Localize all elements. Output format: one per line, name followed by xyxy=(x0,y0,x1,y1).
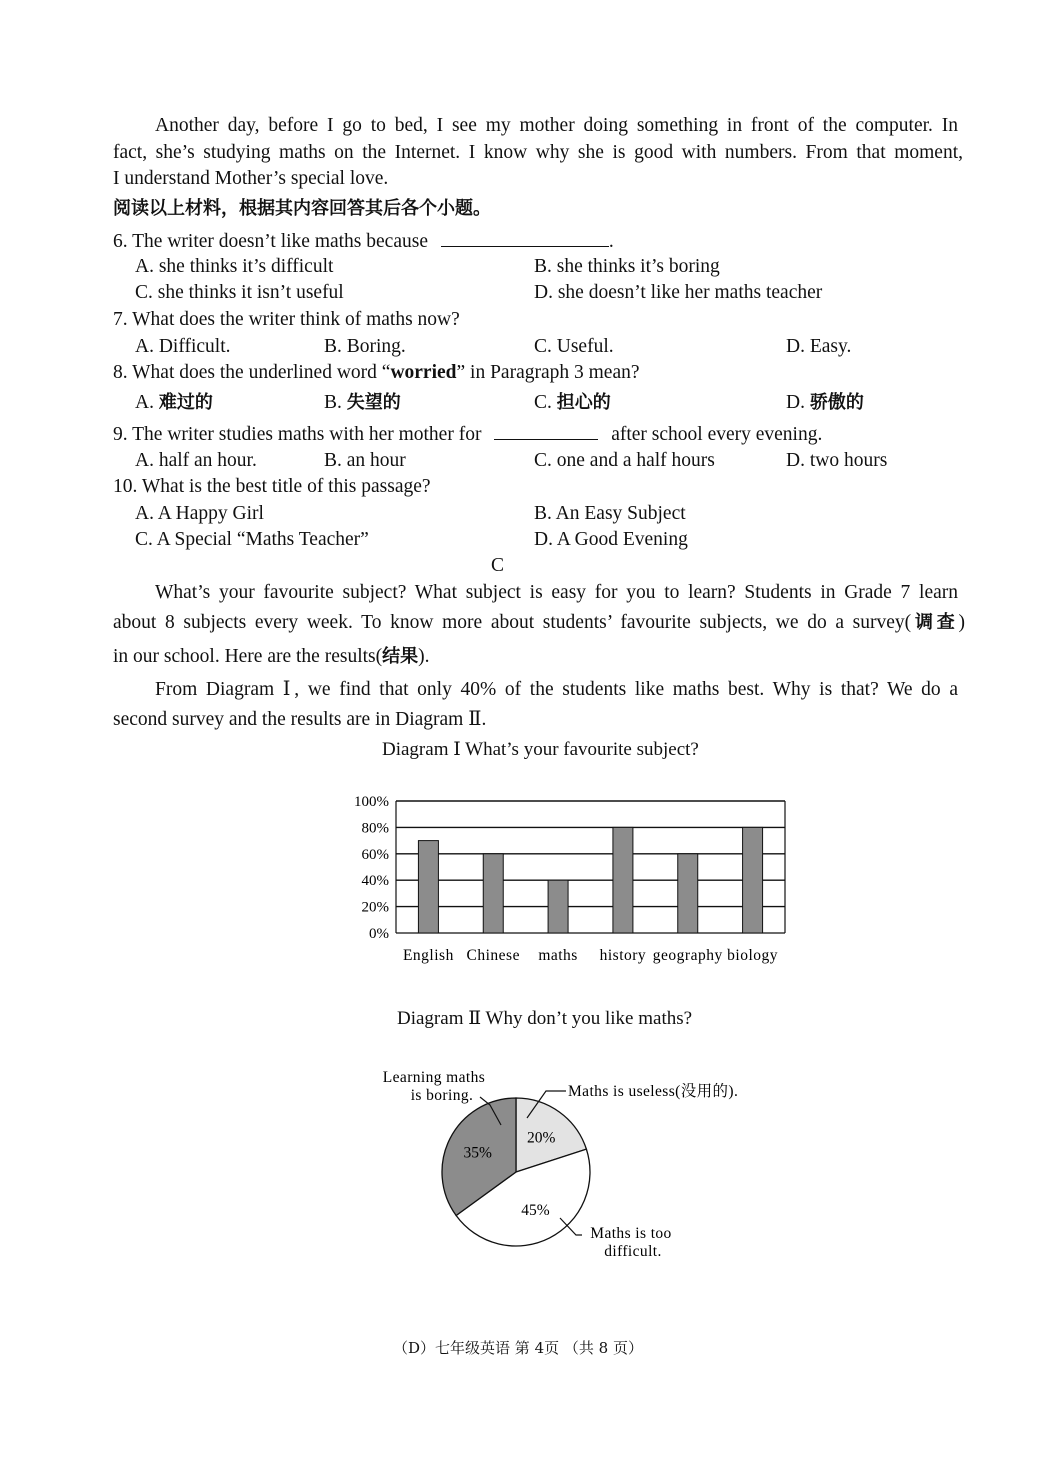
question-8-text-b: ” in Paragraph 3 mean? xyxy=(456,362,640,383)
option-9a: A. half an hour. xyxy=(135,450,257,471)
passage-line-3: I understand Mother’s special love. xyxy=(113,168,389,189)
question-7-stem: 7. What does the writer think of maths now? xyxy=(113,309,460,330)
y-tick-label: 20% xyxy=(361,899,389,916)
option-7b: B. Boring. xyxy=(324,336,406,357)
section-heading: C xyxy=(491,555,505,576)
bar xyxy=(548,880,568,933)
bar xyxy=(483,854,503,933)
y-tick-label: 40% xyxy=(361,873,389,890)
answer-blank xyxy=(494,421,598,440)
section-c-line-2 xyxy=(113,610,965,636)
option-6a: A. she thinks it’s difficult xyxy=(135,256,334,277)
y-tick-label: 0% xyxy=(369,926,389,942)
passage-line-1: Another day, before I go to bed, I see my mother doing something in front of the computer. In xyxy=(155,115,958,136)
option-text: 担心的 xyxy=(556,392,611,413)
option-8c xyxy=(534,390,611,416)
question-9-text-b: after school every evening. xyxy=(611,424,823,445)
x-tick-label: Chinese xyxy=(466,947,520,964)
question-9-stem xyxy=(113,421,822,448)
option-text: 难过的 xyxy=(158,392,213,413)
question-6-end: . xyxy=(608,231,614,252)
option-7c: C. Useful. xyxy=(534,336,614,357)
question-6-text: 6. The writer doesn’t like maths because xyxy=(113,231,428,252)
passage-line-2: fact, she’s studying maths on the Internet. I know why she is good with numbers. From that moment, xyxy=(113,142,963,163)
slice-label: Maths is too xyxy=(590,1225,672,1242)
option-10c: C. A Special “Maths Teacher” xyxy=(135,529,369,550)
y-tick-label: 100% xyxy=(354,794,389,810)
x-tick-label: maths xyxy=(538,947,578,964)
pie-chart-title: Diagram Ⅱ Why don’t you like maths? xyxy=(397,1008,693,1029)
bar-chart-title: Diagram Ⅰ What’s your favourite subject? xyxy=(382,739,699,760)
page-footer: （D）七年级英语 第 4页 （共 8 页） xyxy=(393,1339,643,1357)
x-tick-label: geography xyxy=(652,947,723,964)
section-c-line-5: second survey and the results are in Diagram Ⅱ. xyxy=(113,709,487,730)
section-c-line-4: From Diagram Ⅰ, we find that only 40% of the students like maths best. Why is that? We do a xyxy=(155,679,958,700)
section-c-line-1: What’s your favourite subject? What subject is easy for you to learn? Students in Grade 7 learn xyxy=(155,582,958,603)
bar xyxy=(678,854,698,933)
option-10b: B. An Easy Subject xyxy=(534,503,686,524)
option-6d: D. she doesn’t like her maths teacher xyxy=(534,282,823,303)
section-c-cn-word: 调查 xyxy=(911,612,959,633)
option-6b: B. she thinks it’s boring xyxy=(534,256,720,277)
slice-label: Learning maths xyxy=(382,1069,486,1086)
section-c-text: ). xyxy=(418,646,430,667)
bar-chart xyxy=(340,780,800,980)
option-10a: A. A Happy Girl xyxy=(135,503,264,524)
option-10d: D. A Good Evening xyxy=(534,529,688,550)
option-text: 失望的 xyxy=(346,392,401,413)
x-tick-label: English xyxy=(402,947,454,964)
bar xyxy=(743,827,763,933)
pie-chart xyxy=(350,1060,790,1270)
option-letter: B. xyxy=(324,392,342,413)
question-8-text-a: 8. What does the underlined word “ xyxy=(113,362,391,383)
section-c-cn-word: 结果 xyxy=(382,646,419,667)
question-6-stem xyxy=(113,228,614,255)
option-letter: C. xyxy=(534,392,552,413)
bar xyxy=(613,827,633,933)
y-tick-label: 80% xyxy=(361,820,389,837)
answer-blank xyxy=(441,228,609,247)
instruction: 阅读以上材料，根据其内容回答其后各个小题。 xyxy=(113,198,491,219)
section-c-line-3 xyxy=(113,644,430,670)
slice-percent: 45% xyxy=(521,1202,550,1220)
section-c-text: in our school. Here are the results( xyxy=(113,646,383,667)
slice-label: difficult. xyxy=(604,1243,662,1260)
slice-percent: 20% xyxy=(527,1129,556,1147)
option-8b xyxy=(324,390,401,416)
option-9c: C. one and a half hours xyxy=(534,450,715,471)
section-c-text: about 8 subjects every week. To know more about students’ favourite subjects, we do a survey( xyxy=(113,612,912,633)
bar xyxy=(418,841,438,933)
option-letter: D. xyxy=(786,392,805,413)
option-text: 骄傲的 xyxy=(809,392,864,413)
option-8d xyxy=(786,390,864,416)
option-letter: A. xyxy=(135,392,154,413)
slice-percent: 35% xyxy=(463,1144,492,1162)
option-7d: D. Easy. xyxy=(786,336,852,357)
section-c-text: ) xyxy=(958,612,965,633)
option-8a xyxy=(135,390,213,416)
option-7a: A. Difficult. xyxy=(135,336,231,357)
option-9d: D. two hours xyxy=(786,450,888,471)
question-9-text-a: 9. The writer studies maths with her mother for xyxy=(113,424,482,445)
x-tick-label: biology xyxy=(727,947,779,964)
option-6c: C. she thinks it isn’t useful xyxy=(135,282,344,303)
slice-label: Maths is useless(没用的). xyxy=(568,1083,739,1100)
question-10-stem: 10. What is the best title of this passage? xyxy=(113,476,431,497)
question-8-stem xyxy=(113,360,640,386)
question-8-keyword: worried xyxy=(390,362,457,383)
option-9b: B. an hour xyxy=(324,450,406,471)
slice-label: is boring. xyxy=(410,1087,474,1104)
y-tick-label: 60% xyxy=(361,846,389,863)
x-tick-label: history xyxy=(599,947,647,964)
